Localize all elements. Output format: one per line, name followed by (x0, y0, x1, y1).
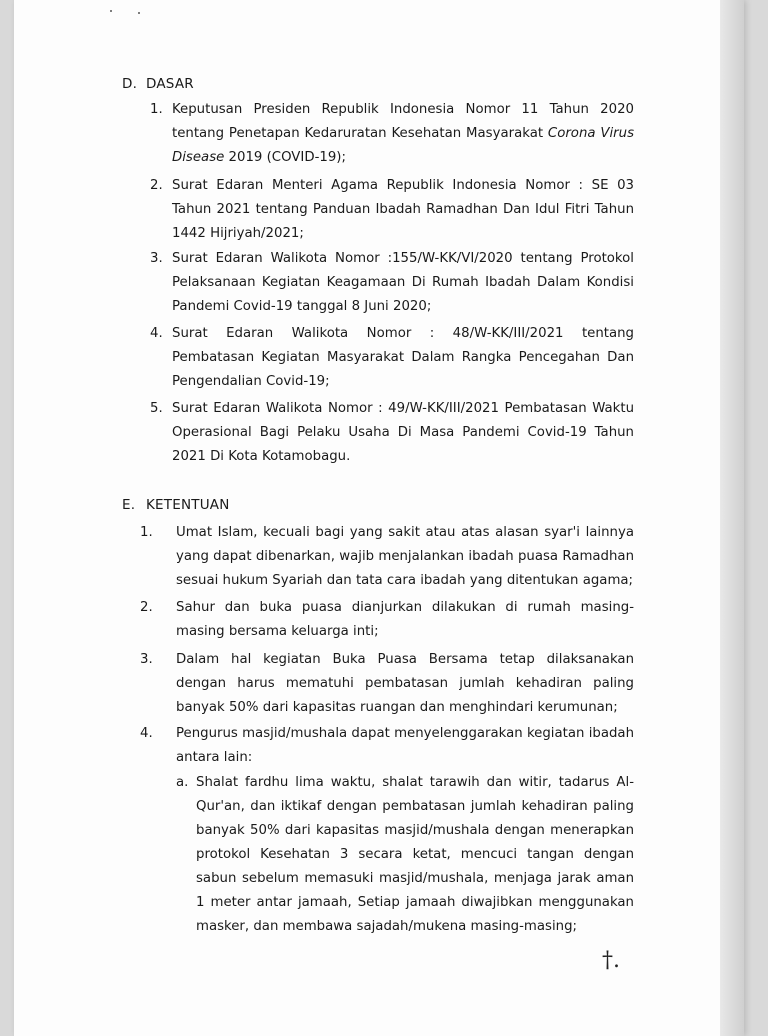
section-title: KETENTUAN (146, 497, 230, 513)
item-number: 4. (150, 326, 163, 341)
item-text: Surat Edaran Menteri Agama Republik Indonesia Nomor : SE 03 Tahun 2021 tentang Panduan Ibadah Ramadhan Dan Idul Fitri Tahun 1442 Hijriyah/2021; (172, 178, 634, 241)
dasar-item-3 (150, 247, 634, 319)
dasar-item-5 (150, 397, 634, 469)
item-text: Shalat fardhu lima waktu, shalat tarawih dan witir, tadarus Al-Qur'an, dan iktikaf dengan pembatasan jumlah kehadiran paling banyak 50% dari kapasitas masjid/mushala dengan menerapkan protokol Kesehatan 3 secara ketat, mencuci tangan dengan sabun sebelum memasuki masjid/mushala, menjaga jarak aman 1 meter antar jamaah, Setiap jamaah diwajibkan menggunakan masker, dan membawa sajadah/mukena masing-masing; (196, 775, 634, 934)
item-number: 3. (140, 652, 153, 667)
item-text: Keputusan Presiden Republik Indonesia Nomor 11 Tahun 2020 tentang Penetapan Kedaruratan Kesehatan Masyarakat Corona Virus Disease 2019 (COVID-19); (172, 102, 634, 165)
item-text: Dalam hal kegiatan Buka Puasa Bersama tetap dilaksanakan dengan harus mematuhi pembatasan jumlah kehadiran paling banyak 50% dari kapasitas ruangan dan menghindari kerumunan; (176, 652, 634, 715)
dasar-item-2 (150, 174, 634, 246)
item-text: Surat Edaran Walikota Nomor : 48/W-KK/III/2021 tentang Pembatasan Kegiatan Masyarakat Dalam Rangka Pencegahan Dan Pengendalian Covid-19; (172, 326, 634, 389)
section-ketentuan-heading (122, 497, 230, 513)
item-number: 2. (150, 178, 163, 193)
document-page (14, 0, 744, 1036)
item-number: 1. (150, 102, 163, 117)
italic-term: Corona Virus Disease (172, 126, 634, 165)
scan-speck (138, 12, 140, 14)
item-number: 4. (140, 726, 153, 741)
item-number: 5. (150, 401, 163, 416)
item-number: 3. (150, 251, 163, 266)
ketentuan-item-4 (140, 722, 634, 770)
ketentuan-sub-item-a (176, 771, 634, 939)
ketentuan-item-3 (140, 648, 634, 720)
item-number: 1. (140, 525, 153, 540)
ketentuan-item-2 (140, 596, 634, 644)
initial-paraf-mark: †. (602, 948, 620, 973)
section-title: DASAR (146, 76, 194, 92)
section-letter: E. (122, 497, 136, 513)
item-text: Umat Islam, kecuali bagi yang sakit atau atas alasan syar'i lainnya yang dapat dibenarkan, wajib menjalankan ibadah puasa Ramadhan sesuai hukum Syariah dan tata cara ibadah yang ditentukan agama; (176, 525, 634, 588)
item-text: Surat Edaran Walikota Nomor : 49/W-KK/III/2021 Pembatasan Waktu Operasional Bagi Pelaku Usaha Di Masa Pandemi Covid-19 Tahun 2021 Di Kota Kotamobagu. (172, 401, 634, 464)
item-number: a. (176, 775, 189, 790)
dasar-item-4 (150, 322, 634, 394)
page-edge-shadow (720, 0, 744, 1036)
scan-speck (110, 10, 112, 12)
section-letter: D. (122, 76, 138, 92)
section-dasar-heading (122, 76, 194, 92)
item-text: Sahur dan buka puasa dianjurkan dilakukan di rumah masing-masing bersama keluarga inti; (176, 600, 634, 639)
dasar-item-1 (150, 98, 634, 170)
item-number: 2. (140, 600, 153, 615)
item-text: Pengurus masjid/mushala dapat menyelenggarakan kegiatan ibadah antara lain: (176, 726, 634, 765)
item-text: Surat Edaran Walikota Nomor :155/W-KK/VI/2020 tentang Protokol Pelaksanaan Kegiatan Keagamaan Di Rumah Ibadah Dalam Kondisi Pandemi Covid-19 tanggal 8 Juni 2020; (172, 251, 634, 314)
ketentuan-item-1 (140, 521, 634, 593)
